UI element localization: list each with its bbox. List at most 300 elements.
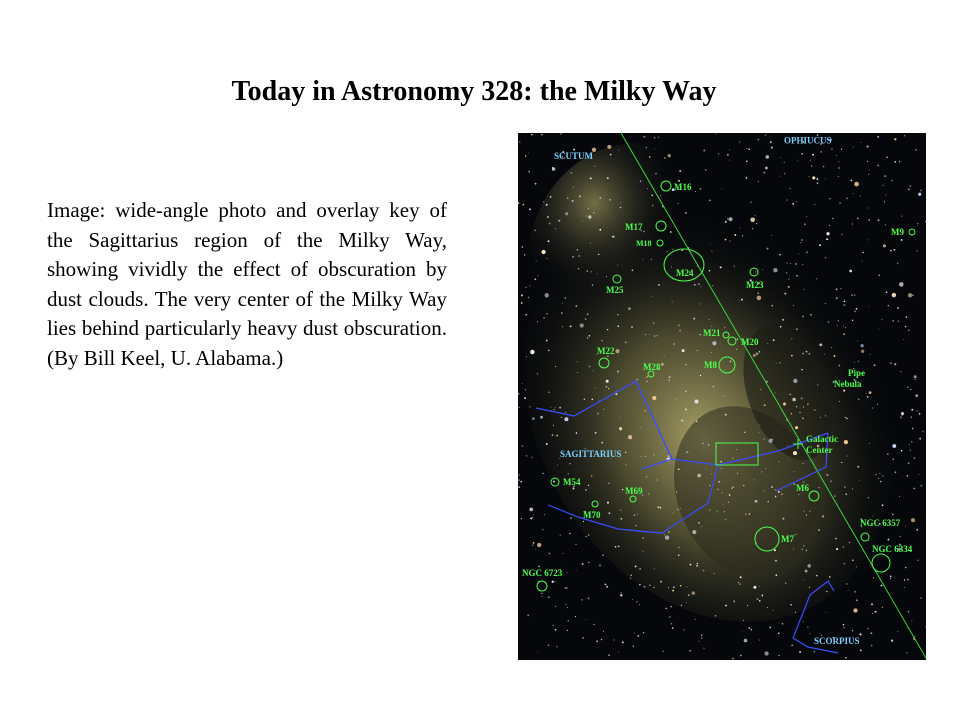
star	[606, 380, 609, 383]
star	[564, 417, 568, 421]
star	[668, 587, 669, 588]
star	[608, 483, 609, 484]
star	[660, 507, 662, 509]
star	[593, 624, 594, 625]
m9-label: M9	[891, 227, 904, 237]
star	[819, 343, 822, 346]
star	[860, 196, 861, 197]
star	[644, 586, 646, 588]
star	[915, 394, 918, 397]
star	[593, 212, 594, 213]
star	[911, 416, 912, 417]
star	[799, 412, 800, 413]
star	[775, 496, 777, 498]
star	[825, 178, 826, 179]
star	[621, 518, 623, 520]
star	[701, 634, 702, 635]
star	[890, 576, 892, 578]
star	[795, 263, 797, 265]
star	[610, 154, 612, 156]
star	[587, 270, 589, 272]
star	[844, 440, 848, 444]
star	[893, 459, 894, 460]
star	[824, 354, 825, 355]
star	[678, 547, 680, 549]
star	[806, 550, 807, 551]
star	[861, 344, 864, 347]
star	[553, 481, 555, 483]
star	[543, 201, 544, 202]
star	[904, 579, 905, 580]
star	[817, 384, 818, 385]
star	[604, 583, 606, 585]
star	[821, 151, 823, 153]
star	[891, 180, 892, 181]
star	[753, 354, 756, 357]
star	[535, 230, 536, 231]
star	[802, 549, 804, 551]
star	[792, 203, 794, 205]
star	[809, 587, 810, 588]
star	[685, 391, 686, 392]
galactic-center-label-line2: Center	[806, 445, 833, 455]
star	[802, 316, 804, 318]
star	[618, 545, 620, 547]
star	[649, 156, 651, 158]
star	[803, 406, 804, 407]
star	[788, 279, 789, 280]
star	[922, 431, 923, 432]
star	[858, 361, 859, 362]
star	[608, 654, 610, 656]
star	[599, 564, 601, 566]
star	[634, 633, 635, 634]
star	[570, 325, 572, 327]
star	[773, 339, 775, 341]
star	[693, 318, 695, 320]
star	[744, 432, 745, 433]
star	[809, 176, 810, 177]
star	[778, 655, 779, 656]
star	[872, 516, 873, 517]
star	[898, 321, 899, 322]
star	[635, 565, 637, 567]
star	[825, 415, 826, 416]
star	[837, 325, 838, 326]
star	[545, 293, 549, 297]
star	[654, 335, 656, 337]
star	[712, 341, 716, 345]
star	[700, 188, 702, 190]
star	[895, 471, 897, 473]
star	[798, 494, 799, 495]
star	[585, 619, 586, 620]
star	[755, 271, 756, 272]
star	[615, 393, 617, 395]
star	[710, 244, 711, 245]
star	[868, 497, 869, 498]
star	[812, 154, 814, 156]
star	[892, 444, 896, 448]
star	[918, 193, 921, 196]
star	[722, 492, 723, 493]
star	[732, 458, 733, 459]
star	[525, 314, 527, 316]
star	[836, 538, 838, 540]
star	[521, 246, 523, 248]
star	[822, 515, 824, 517]
star	[585, 215, 586, 216]
star	[685, 212, 687, 214]
star	[648, 493, 649, 494]
star	[892, 320, 894, 322]
star	[711, 326, 712, 327]
star	[526, 356, 527, 357]
star	[695, 619, 696, 620]
star	[532, 457, 533, 458]
star	[725, 239, 727, 241]
star	[858, 399, 859, 400]
star	[729, 241, 730, 242]
star	[599, 197, 601, 199]
star	[899, 282, 904, 287]
star	[870, 354, 871, 355]
star	[565, 212, 568, 215]
star	[617, 265, 618, 266]
star	[772, 439, 773, 440]
star	[695, 191, 696, 192]
star	[612, 235, 614, 237]
star	[606, 276, 607, 277]
star	[765, 167, 768, 170]
star	[816, 278, 817, 279]
star	[785, 583, 786, 584]
star	[770, 141, 772, 143]
star	[843, 546, 845, 548]
star	[670, 231, 672, 233]
star	[886, 292, 888, 294]
star	[779, 362, 780, 363]
star	[819, 244, 821, 246]
star	[796, 201, 797, 202]
star	[844, 301, 845, 302]
star	[568, 473, 569, 474]
star	[724, 370, 725, 371]
star	[639, 604, 640, 605]
star	[859, 480, 860, 481]
star	[582, 637, 584, 639]
star	[563, 553, 564, 554]
star	[630, 578, 631, 579]
star	[725, 519, 726, 520]
star	[592, 284, 593, 285]
star	[869, 391, 872, 394]
star	[577, 361, 578, 362]
star	[658, 284, 660, 286]
star	[534, 278, 536, 280]
star	[643, 231, 644, 232]
star	[720, 461, 722, 463]
star	[831, 347, 832, 348]
star	[911, 409, 913, 411]
star	[910, 450, 911, 451]
star	[907, 579, 909, 581]
star	[868, 208, 869, 209]
star	[765, 135, 766, 136]
star	[544, 514, 545, 515]
star	[762, 269, 763, 270]
star	[894, 363, 896, 365]
star	[567, 620, 569, 622]
star	[631, 575, 632, 576]
star	[780, 176, 781, 177]
star	[663, 651, 664, 652]
m21-label: M21	[703, 328, 721, 338]
star	[559, 407, 561, 409]
star	[778, 461, 779, 462]
star	[542, 250, 546, 254]
star	[816, 575, 818, 577]
star	[844, 486, 845, 487]
star	[759, 351, 761, 353]
star	[620, 594, 622, 596]
star	[709, 270, 711, 272]
star	[745, 514, 747, 516]
star	[793, 451, 797, 455]
star	[919, 438, 921, 440]
star	[754, 479, 755, 480]
star	[877, 165, 879, 167]
star	[839, 401, 840, 402]
star	[790, 263, 791, 264]
star	[736, 449, 737, 450]
star	[555, 366, 556, 367]
star	[706, 468, 707, 469]
star	[765, 155, 769, 159]
star	[892, 293, 896, 297]
star	[917, 223, 918, 224]
star	[839, 365, 841, 367]
star	[749, 513, 751, 515]
star	[739, 583, 741, 585]
star	[840, 288, 841, 289]
star	[519, 475, 520, 476]
star	[804, 511, 805, 512]
star	[917, 251, 918, 252]
star	[888, 305, 889, 306]
star	[843, 627, 844, 628]
star	[921, 485, 923, 487]
star	[681, 250, 683, 252]
star	[685, 408, 687, 410]
star	[546, 313, 547, 314]
star	[701, 637, 703, 639]
star	[525, 389, 526, 390]
star	[548, 392, 550, 394]
star	[897, 631, 898, 632]
star	[556, 646, 558, 648]
star	[678, 555, 680, 557]
star	[872, 613, 873, 614]
star	[836, 548, 838, 550]
star	[845, 417, 846, 418]
star	[697, 563, 698, 564]
star	[592, 370, 593, 371]
galactic-center-label-line1: Galactic	[806, 434, 838, 444]
star	[631, 326, 633, 328]
star	[566, 587, 568, 589]
star	[806, 514, 807, 515]
star	[857, 466, 859, 468]
star	[861, 350, 864, 353]
star	[884, 175, 886, 177]
star	[617, 314, 618, 315]
star	[527, 614, 529, 616]
star	[756, 223, 757, 224]
star	[806, 351, 808, 353]
star	[665, 608, 667, 610]
star	[636, 601, 637, 602]
star	[658, 506, 660, 508]
star	[853, 147, 854, 148]
star	[637, 635, 639, 637]
star	[828, 321, 830, 323]
star	[622, 641, 624, 643]
star	[836, 297, 838, 299]
star	[702, 443, 703, 444]
star	[915, 149, 916, 150]
star	[570, 517, 572, 519]
star	[736, 349, 737, 350]
star	[814, 409, 816, 411]
star	[619, 427, 622, 430]
star	[854, 182, 859, 187]
star	[590, 243, 591, 244]
star	[801, 369, 803, 371]
star	[717, 511, 718, 512]
star	[549, 223, 551, 225]
image-caption: Image: wide-angle photo and overlay key of the Sagittarius region of the Milky Way, showing vividly the effect of obscuration by dust clouds. The very center of the Milky Way lies behind particularly heavy dust obscuration. (By Bill Keel, U. Alabama.)	[47, 198, 447, 370]
m17-label: M17	[625, 222, 643, 232]
star	[733, 600, 735, 602]
star	[759, 586, 760, 587]
star	[546, 340, 548, 342]
star	[697, 474, 701, 478]
star	[784, 173, 785, 174]
star	[729, 150, 730, 151]
star	[807, 627, 808, 628]
star	[841, 234, 842, 235]
star	[555, 629, 557, 631]
star	[816, 178, 818, 180]
star	[606, 586, 608, 588]
star	[794, 534, 795, 535]
star	[747, 605, 748, 606]
star	[846, 198, 848, 200]
star	[618, 325, 620, 327]
star	[784, 293, 786, 295]
star	[900, 536, 901, 537]
star	[787, 445, 788, 446]
star	[598, 254, 599, 255]
star	[651, 195, 653, 197]
star	[575, 616, 576, 617]
star	[529, 507, 533, 511]
star	[701, 526, 702, 527]
star	[791, 355, 793, 357]
star	[664, 534, 665, 535]
star	[625, 452, 626, 453]
star	[857, 218, 858, 219]
star	[661, 363, 664, 366]
star	[843, 333, 845, 335]
star	[894, 161, 896, 163]
star	[869, 443, 870, 444]
star	[587, 337, 588, 338]
star	[746, 160, 748, 162]
star	[572, 256, 574, 258]
star	[843, 390, 845, 392]
star	[519, 407, 520, 408]
star	[867, 161, 868, 162]
star	[673, 249, 674, 250]
star	[860, 649, 862, 651]
star	[851, 180, 853, 182]
star	[746, 177, 748, 179]
star	[765, 468, 766, 469]
star	[558, 220, 560, 222]
star	[781, 494, 782, 495]
star	[535, 549, 536, 550]
star	[645, 410, 646, 411]
m8-label: M8	[704, 360, 717, 370]
star	[729, 361, 731, 363]
pipe-nebula-label-line2: Nebula	[834, 379, 862, 389]
star	[542, 473, 543, 474]
star	[771, 486, 773, 488]
star	[645, 147, 647, 149]
star	[646, 476, 647, 477]
star	[668, 455, 670, 457]
star	[851, 294, 853, 296]
star	[843, 304, 845, 306]
star	[737, 473, 738, 474]
star	[764, 404, 766, 406]
star	[803, 545, 804, 546]
star	[530, 517, 532, 519]
star	[696, 421, 698, 423]
star	[688, 594, 690, 596]
star	[708, 444, 710, 446]
star	[786, 272, 787, 273]
star	[854, 362, 855, 363]
star	[553, 625, 554, 626]
star	[550, 196, 552, 198]
star	[734, 266, 735, 267]
star	[763, 172, 765, 174]
star	[621, 592, 622, 593]
star	[573, 488, 575, 490]
star	[713, 386, 714, 387]
star	[535, 183, 537, 185]
star	[794, 471, 795, 472]
star	[778, 491, 780, 493]
star	[653, 454, 654, 455]
ophiucus-label: OPHIUCUS	[784, 135, 832, 146]
star	[711, 473, 712, 474]
star	[897, 307, 899, 309]
star	[585, 318, 587, 320]
